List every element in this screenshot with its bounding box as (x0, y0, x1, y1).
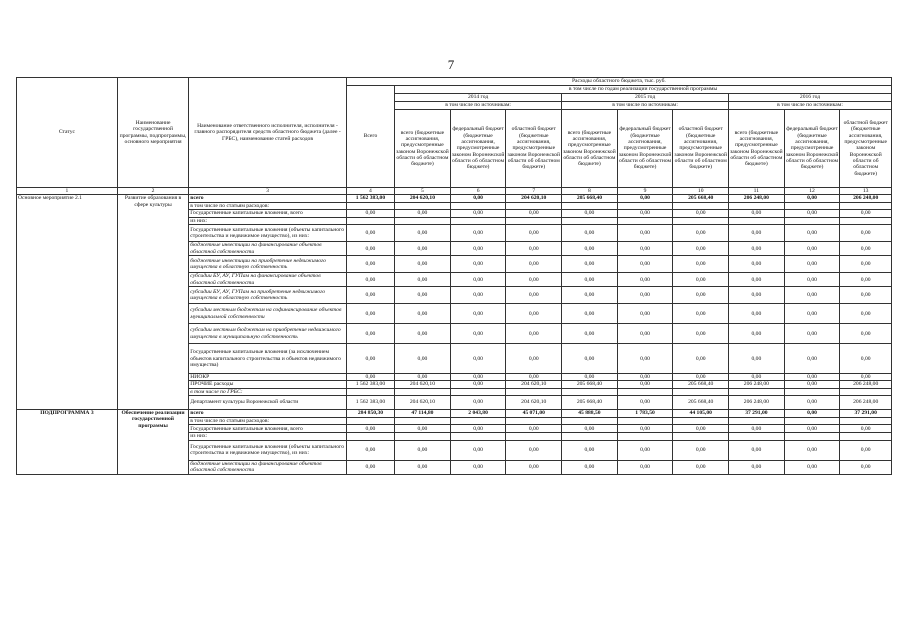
value-cell: 0,00 (673, 256, 729, 273)
value-cell (346, 217, 394, 224)
value-cell: 0,00 (450, 324, 506, 344)
value-cell: 1 783,50 (617, 410, 673, 418)
value-cell: 0,00 (395, 256, 451, 273)
value-cell (506, 202, 562, 209)
value-cell: 47 114,80 (395, 410, 451, 418)
value-cell: 0,00 (673, 460, 729, 474)
value-cell: 0,00 (506, 225, 562, 242)
value-cell: 0,00 (506, 209, 562, 217)
value-cell: 0,00 (729, 287, 785, 304)
value-cell: 0,00 (562, 440, 618, 460)
value-cell: 0,00 (506, 425, 562, 433)
value-cell: 0,00 (450, 381, 506, 388)
value-cell: 0,00 (729, 374, 785, 381)
value-cell: 0,00 (346, 225, 394, 242)
value-cell (562, 433, 618, 440)
header-col-reg: областной бюджет (бюджетные ассигнования, предусмотренные законом Воронежской области об областном бюджете) (673, 110, 729, 188)
expense-item-label: НИОКР (189, 374, 347, 381)
value-cell: 205 668,40 (562, 195, 618, 202)
value-cell (840, 388, 892, 395)
value-cell: 0,00 (840, 273, 892, 287)
expense-item-label: ПРОЧИЕ расходы (189, 381, 347, 388)
expense-item-label: бюджетные инвестиции на приобретение недвижимого имущества в областную собственность (189, 256, 347, 273)
value-cell: 0,00 (729, 344, 785, 374)
value-cell (395, 217, 451, 224)
value-cell: 0,00 (729, 460, 785, 474)
value-cell: 0,00 (562, 256, 618, 273)
value-cell: 205 668,40 (673, 381, 729, 388)
value-cell (673, 388, 729, 395)
value-cell: 0,00 (729, 225, 785, 242)
value-cell: 0,00 (729, 324, 785, 344)
value-cell: 0,00 (840, 209, 892, 217)
value-cell (729, 217, 785, 224)
header-year-2016: 2016 год (729, 94, 892, 102)
header-program-name: Наименование государственной программы, подпрограммы, основного мероприятия (117, 78, 188, 188)
column-number: 4 (346, 188, 394, 195)
value-cell: 206 248,00 (840, 396, 892, 410)
value-cell: 0,00 (506, 460, 562, 474)
value-cell: 0,00 (506, 287, 562, 304)
value-cell: 284 850,30 (346, 410, 394, 418)
value-cell: 0,00 (506, 440, 562, 460)
value-cell: 0,00 (784, 242, 840, 256)
value-cell: 0,00 (784, 460, 840, 474)
value-cell: 0,00 (450, 396, 506, 410)
value-cell: 0,00 (562, 242, 618, 256)
value-cell: 0,00 (395, 242, 451, 256)
value-cell: 0,00 (840, 242, 892, 256)
value-cell (617, 418, 673, 425)
expense-item-label: в том числе по статьям расходов: (189, 202, 347, 209)
value-cell (450, 217, 506, 224)
header-status: Статус (17, 78, 118, 188)
value-cell: 0,00 (395, 324, 451, 344)
value-cell: 0,00 (450, 273, 506, 287)
value-cell: 1 562 383,00 (346, 381, 394, 388)
value-cell (617, 202, 673, 209)
expense-item-label: в том числе по ГРБС: (189, 388, 347, 395)
value-cell: 0,00 (562, 225, 618, 242)
table-row (17, 410, 892, 418)
value-cell: 0,00 (729, 440, 785, 460)
value-cell: 2 043,80 (450, 410, 506, 418)
expense-item-label: Департамент культуры Воронежской области (189, 396, 347, 410)
value-cell: 0,00 (840, 344, 892, 374)
value-cell: 0,00 (673, 304, 729, 324)
value-cell (729, 388, 785, 395)
header-col-fed: федеральный бюджет (бюджетные ассигнования, предусмотренные законом Воронежской области об областном бюджете) (784, 110, 840, 188)
value-cell: 0,00 (784, 410, 840, 418)
value-cell (450, 433, 506, 440)
value-cell: 205 668,40 (673, 195, 729, 202)
value-cell: 0,00 (784, 440, 840, 460)
value-cell: 0,00 (450, 304, 506, 324)
value-cell: 0,00 (840, 256, 892, 273)
value-cell: 0,00 (346, 242, 394, 256)
value-cell: 0,00 (395, 225, 451, 242)
header-col-all: всего (бюджетные ассигнования, предусмотренные законом Воронежской области об областном бюджете) (395, 110, 451, 188)
expense-item-label: бюджетные инвестиции на финансирование объектов областной собственности (189, 242, 347, 256)
header-by-years: в том числе по годам реализации государственной программы (395, 86, 892, 94)
value-cell: 0,00 (562, 273, 618, 287)
expense-item-label: Государственные капитальные вложения (за исключением объектов капитального строительства и объектов недвижимого имущества) (189, 344, 347, 374)
table-row (17, 195, 892, 202)
value-cell: 0,00 (729, 242, 785, 256)
expense-item-label: субсидии местным бюджетам на софинансирование объектов муниципальной собственности (189, 304, 347, 324)
value-cell: 0,00 (562, 374, 618, 381)
expense-item-label: из них: (189, 433, 347, 440)
value-cell: 0,00 (840, 425, 892, 433)
value-cell (729, 418, 785, 425)
expense-item-label: всего (189, 195, 347, 202)
value-cell: 0,00 (784, 287, 840, 304)
value-cell: 0,00 (450, 225, 506, 242)
column-number: 3 (189, 188, 347, 195)
value-cell: 0,00 (840, 440, 892, 460)
column-number: 13 (840, 188, 892, 195)
value-cell: 206 248,00 (729, 381, 785, 388)
value-cell: 0,00 (673, 209, 729, 217)
value-cell (784, 433, 840, 440)
value-cell: 0,00 (506, 324, 562, 344)
value-cell: 0,00 (729, 425, 785, 433)
value-cell (673, 433, 729, 440)
value-cell: 0,00 (346, 256, 394, 273)
value-cell: 0,00 (617, 460, 673, 474)
value-cell: 0,00 (840, 324, 892, 344)
value-cell: 0,00 (450, 425, 506, 433)
value-cell: 0,00 (562, 287, 618, 304)
value-cell (562, 388, 618, 395)
value-cell: 0,00 (395, 460, 451, 474)
value-cell: 0,00 (346, 324, 394, 344)
header-year-2014: 2014 год (395, 94, 562, 102)
value-cell (784, 217, 840, 224)
column-number: 11 (729, 188, 785, 195)
value-cell: 206 248,00 (729, 195, 785, 202)
value-cell: 0,00 (562, 209, 618, 217)
value-cell: 0,00 (617, 324, 673, 344)
value-cell: 0,00 (617, 242, 673, 256)
value-cell: 0,00 (617, 273, 673, 287)
value-cell: 0,00 (346, 304, 394, 324)
expense-item-label: бюджетные инвестиции на финансирование объектов областной собственности (189, 460, 347, 474)
value-cell: 0,00 (346, 460, 394, 474)
value-cell: 204 620,10 (506, 195, 562, 202)
value-cell: 0,00 (673, 374, 729, 381)
value-cell: 206 248,00 (840, 381, 892, 388)
value-cell: 1 562 383,00 (346, 396, 394, 410)
column-numbers-row (17, 188, 892, 195)
expense-item-label: субсидии БУ, АУ, ГУПам на приобретение недвижимого имущества в областную собственность (189, 287, 347, 304)
value-cell: 0,00 (506, 304, 562, 324)
value-cell (673, 217, 729, 224)
expense-item-label: из них: (189, 217, 347, 224)
header-executor: Наименование ответственного исполнителя, исполнителя - главного распорядителя средств областного бюджета (далее - ГРБС), наименование статей расходов (189, 78, 347, 188)
value-cell: 204 620,10 (395, 195, 451, 202)
value-cell (395, 433, 451, 440)
value-cell (450, 202, 506, 209)
header-year-2015: 2015 год (562, 94, 729, 102)
value-cell: 0,00 (784, 304, 840, 324)
value-cell: 0,00 (562, 425, 618, 433)
value-cell: 0,00 (617, 425, 673, 433)
value-cell: 0,00 (840, 460, 892, 474)
value-cell: 0,00 (784, 381, 840, 388)
value-cell: 0,00 (346, 425, 394, 433)
value-cell: 204 620,10 (506, 396, 562, 410)
expense-item-label: всего (189, 410, 347, 418)
column-number: 7 (506, 188, 562, 195)
value-cell: 0,00 (729, 304, 785, 324)
value-cell: 0,00 (784, 396, 840, 410)
value-cell: 0,00 (562, 460, 618, 474)
expense-item-label: Государственные капитальные вложения, всего (189, 425, 347, 433)
value-cell: 44 105,00 (673, 410, 729, 418)
page-number: 7 (447, 57, 455, 72)
value-cell: 0,00 (673, 225, 729, 242)
column-number: 5 (395, 188, 451, 195)
header-sources-2015: в том числе по источникам: (562, 102, 729, 110)
value-cell (450, 418, 506, 425)
value-cell (840, 202, 892, 209)
value-cell: 0,00 (617, 344, 673, 374)
value-cell (506, 433, 562, 440)
value-cell: 45 071,00 (506, 410, 562, 418)
value-cell: 205 668,40 (673, 396, 729, 410)
value-cell (617, 433, 673, 440)
value-cell (346, 202, 394, 209)
value-cell: 0,00 (395, 374, 451, 381)
value-cell: 0,00 (784, 374, 840, 381)
status-cell: Основное мероприятие 2.1 (17, 195, 118, 410)
value-cell: 0,00 (562, 344, 618, 374)
value-cell: 0,00 (395, 273, 451, 287)
value-cell: 0,00 (346, 374, 394, 381)
value-cell: 0,00 (673, 273, 729, 287)
value-cell: 0,00 (395, 440, 451, 460)
value-cell: 0,00 (346, 209, 394, 217)
value-cell: 0,00 (450, 460, 506, 474)
value-cell (506, 388, 562, 395)
value-cell: 0,00 (784, 225, 840, 242)
expense-item-label: субсидии местным бюджетам на приобретение недвижимого имущества в муниципальную собственность (189, 324, 347, 344)
value-cell: 0,00 (346, 344, 394, 374)
value-cell (840, 418, 892, 425)
value-cell: 0,00 (840, 287, 892, 304)
value-cell: 0,00 (784, 425, 840, 433)
value-cell: 0,00 (673, 344, 729, 374)
value-cell: 0,00 (673, 287, 729, 304)
header-col-fed: федеральный бюджет (бюджетные ассигнования, предусмотренные законом Воронежской области об областном бюджете) (450, 110, 506, 188)
value-cell: 0,00 (450, 209, 506, 217)
value-cell (562, 217, 618, 224)
value-cell: 0,00 (346, 287, 394, 304)
value-cell (784, 388, 840, 395)
column-number: 1 (17, 188, 118, 195)
value-cell (617, 217, 673, 224)
header-col-reg: областной бюджет (бюджетные ассигнования, предусмотренные законом Воронежской области об областном бюджете) (506, 110, 562, 188)
value-cell: 204 620,10 (506, 381, 562, 388)
value-cell: 0,00 (617, 381, 673, 388)
column-number: 6 (450, 188, 506, 195)
value-cell: 37 291,00 (729, 410, 785, 418)
header-sources-2014: в том числе по источникам: (395, 102, 562, 110)
value-cell: 0,00 (506, 374, 562, 381)
value-cell: 204 620,10 (395, 381, 451, 388)
value-cell (840, 433, 892, 440)
expense-item-label: Государственные капитальные вложения (объекты капитального строительства и недвижимое имущество), из них: (189, 440, 347, 460)
value-cell: 0,00 (506, 256, 562, 273)
expense-item-label: субсидии БУ, АУ, ГУПам на финансирование объектов областной собственности (189, 273, 347, 287)
value-cell: 0,00 (673, 324, 729, 344)
value-cell: 204 620,10 (395, 396, 451, 410)
header-col-reg: областной бюджет (бюджетные ассигнования, предусмотренные законом Воронежской области об областном бюджете) (840, 110, 892, 188)
program-name-cell: Обеспечение реализации государственной программы (117, 410, 188, 475)
value-cell: 45 888,50 (562, 410, 618, 418)
value-cell: 0,00 (395, 344, 451, 374)
value-cell: 0,00 (617, 440, 673, 460)
value-cell: 0,00 (450, 287, 506, 304)
value-cell (562, 202, 618, 209)
value-cell: 0,00 (395, 287, 451, 304)
value-cell: 0,00 (617, 225, 673, 242)
value-cell (346, 388, 394, 395)
value-cell: 0,00 (450, 195, 506, 202)
value-cell: 0,00 (729, 209, 785, 217)
value-cell: 0,00 (450, 344, 506, 374)
value-cell: 0,00 (784, 256, 840, 273)
value-cell: 0,00 (784, 344, 840, 374)
value-cell: 0,00 (506, 273, 562, 287)
value-cell: 0,00 (784, 324, 840, 344)
header-sources-2016: в том числе по источникам: (729, 102, 892, 110)
value-cell: 0,00 (617, 396, 673, 410)
value-cell: 0,00 (506, 242, 562, 256)
expense-item-label: Государственные капитальные вложения, всего (189, 209, 347, 217)
value-cell (673, 418, 729, 425)
value-cell: 0,00 (673, 425, 729, 433)
value-cell: 0,00 (506, 344, 562, 374)
value-cell: 0,00 (784, 273, 840, 287)
value-cell (346, 418, 394, 425)
value-cell: 0,00 (450, 256, 506, 273)
value-cell (450, 388, 506, 395)
value-cell: 0,00 (729, 256, 785, 273)
value-cell: 37 291,00 (840, 410, 892, 418)
column-number: 9 (617, 188, 673, 195)
value-cell (617, 388, 673, 395)
value-cell: 0,00 (840, 374, 892, 381)
value-cell (506, 418, 562, 425)
value-cell (506, 217, 562, 224)
value-cell (395, 418, 451, 425)
header-col-all: всего (бюджетные ассигнования, предусмотренные законом Воронежской области об областном бюджете) (562, 110, 618, 188)
value-cell: 1 562 383,00 (346, 195, 394, 202)
value-cell (784, 202, 840, 209)
expense-item-label: Государственные капитальные вложения (объекты капитального строительства и недвижимое имущество), из них: (189, 225, 347, 242)
column-number: 2 (117, 188, 188, 195)
value-cell: 205 668,40 (562, 396, 618, 410)
value-cell: 0,00 (840, 304, 892, 324)
value-cell (840, 217, 892, 224)
value-cell: 0,00 (617, 195, 673, 202)
value-cell: 205 668,40 (562, 381, 618, 388)
value-cell: 0,00 (784, 209, 840, 217)
value-cell (562, 418, 618, 425)
header-col-all: всего (бюджетные ассигнования, предусмотренные законом Воронежской области об областном бюджете) (729, 110, 785, 188)
program-name-cell: Развитие образования в сфере культуры (117, 195, 188, 410)
value-cell: 0,00 (346, 440, 394, 460)
value-cell: 0,00 (395, 209, 451, 217)
value-cell: 0,00 (617, 374, 673, 381)
value-cell: 0,00 (673, 242, 729, 256)
value-cell: 0,00 (395, 425, 451, 433)
value-cell: 0,00 (617, 287, 673, 304)
value-cell: 0,00 (840, 225, 892, 242)
value-cell (346, 433, 394, 440)
value-cell (784, 418, 840, 425)
header-col-fed: федеральный бюджет (бюджетные ассигнования, предусмотренные законом Воронежской области об областном бюджете) (617, 110, 673, 188)
value-cell: 206 248,00 (840, 195, 892, 202)
value-cell: 0,00 (450, 242, 506, 256)
value-cell: 0,00 (617, 304, 673, 324)
value-cell: 0,00 (784, 195, 840, 202)
header-expenses: Расходы областного бюджета, тыс. руб. (346, 78, 891, 86)
column-number: 12 (784, 188, 840, 195)
value-cell (729, 433, 785, 440)
value-cell (673, 202, 729, 209)
value-cell: 0,00 (450, 374, 506, 381)
value-cell: 0,00 (346, 273, 394, 287)
header-total: Всего (346, 86, 394, 188)
value-cell: 0,00 (450, 440, 506, 460)
expense-item-label: в том числе по статьям расходов: (189, 418, 347, 425)
value-cell: 206 248,00 (729, 396, 785, 410)
value-cell: 0,00 (562, 324, 618, 344)
value-cell: 0,00 (673, 440, 729, 460)
column-number: 8 (562, 188, 618, 195)
value-cell (395, 388, 451, 395)
value-cell: 0,00 (729, 273, 785, 287)
value-cell: 0,00 (395, 304, 451, 324)
value-cell: 0,00 (617, 256, 673, 273)
budget-table (16, 77, 892, 475)
column-number: 10 (673, 188, 729, 195)
value-cell: 0,00 (617, 209, 673, 217)
value-cell (395, 202, 451, 209)
value-cell (729, 202, 785, 209)
status-cell: ПОДПРОГРАММА 3 (17, 410, 118, 475)
value-cell: 0,00 (562, 304, 618, 324)
